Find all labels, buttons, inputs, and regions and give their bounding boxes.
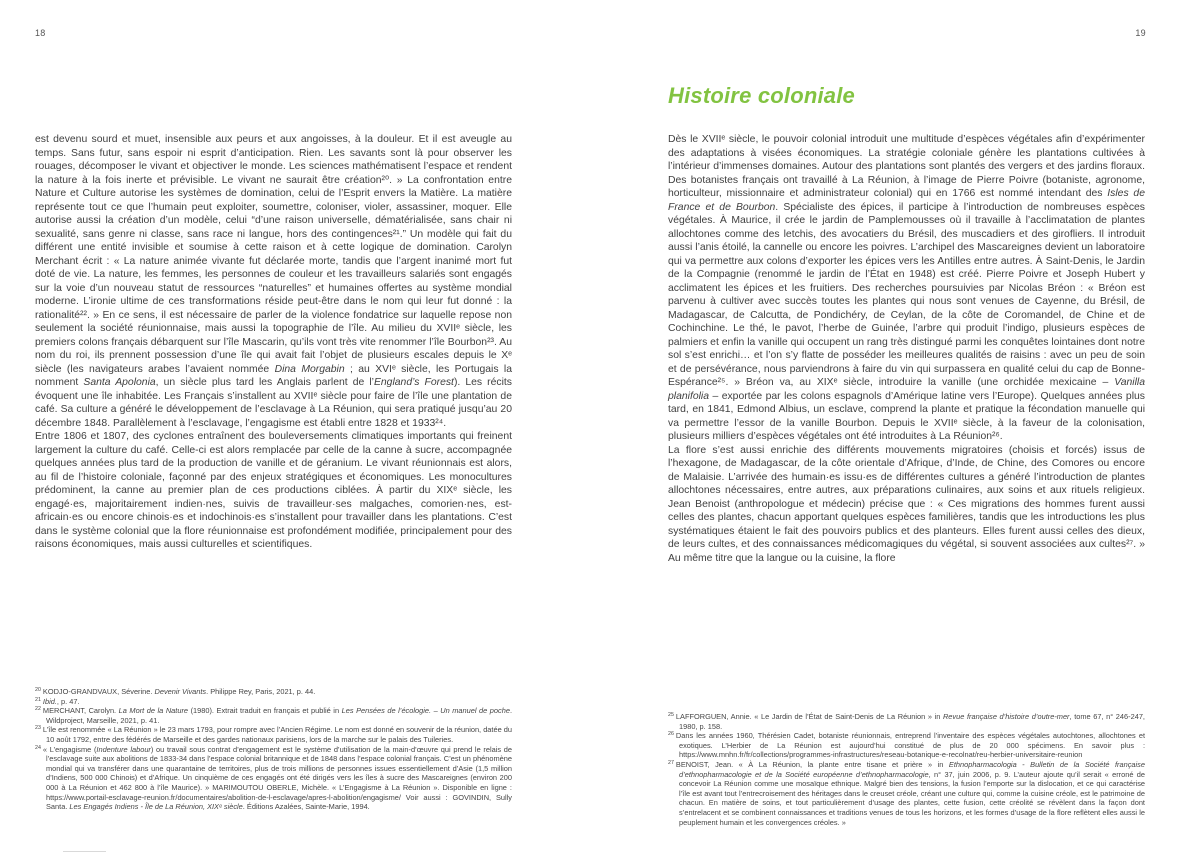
chapter-heading: Histoire coloniale <box>668 83 855 108</box>
footnote <box>35 697 512 707</box>
body-paragraph: est devenu sourd et muet, insensible aux peurs et aux angoisses, à la douleur. Et il est aveugle au temps. Sans futur, sans espoir ni esprit d’anticipation. Rien. Les savants sont là pour observer les rouages, décomposer le vivant et objectiver le monde. Les sciences mathématisent l’espace et rendent la nature à la fois inerte et prévisible. Le vivant ne saurait être création²⁰. » La confrontation entre Nature et Culture autorise les systèmes de domination, celui de l’Esprit envers la Matière. La matière représente tout ce que l’humain peut exploiter, soumettre, coloniser, violer, assassiner, moquer. Elle autorise aussi la création d’un modèle, celui “d’une raison universelle, dématérialisée, sans chair ni sexualité, sans genre ni classe, sans race ni langue, hors des contingences²¹.” Un modèle qui fait du différent une entité invisible et soumise à cette raison et à cette logique de domination. Carolyn Merchant écrit : « La nature animée vivante fut déclarée morte, tandis que l’argent inanimé mort fut doté de vie. La nature, les femmes, les personnes de couleur et les travailleurs salariés sont engagés sur la voie d’un nouveau statut de ressources “naturelles” et humaines offertes au système mondial moderne. L’ironie ultime de ces transformations réside peut-être dans le nom qui leur fut donné : la rationalité²². » En ce sens, il est nécessaire de parler de la violence fondatrice sur laquelle repose non seulement la société réunionnaise, mais aussi la topographie de l’île. Au milieu du XVIIᵉ siècle, les premiers colons français débarquent sur l’île Mascarin, qu’ils vont très vite renommer l’île Bourbon²³. Au nom du roi, ils prennent possession d’une île qui avait fait l’objet de plusieurs escales depuis le Xᵉ siècle (les navigateurs arabes l’avaient nommée Dina Morgabin ; au XVIᵉ siècle, les Portugais la nomment Santa Apolonia, un siècle plus tard les Anglais parlent de l’England’s Forest). Les récits évoquent une île inhabitée. Les Français s’installent au XVIIᵉ siècle pour faire de l’île une plantation de café. Sa culture a généré le développement de l’esclavage à La Réunion, qui sera pratiqué jusqu’au 20 décembre 1848. Parallèlement à l’esclavage, l’engagisme est établi entre 1828 et 1933²⁴. <box>35 134 513 429</box>
footnote <box>668 731 1145 760</box>
body-column-right <box>668 133 1145 565</box>
footnote-text: BENOIST, Jean. « À La Réunion, la plante entre tisane et prière » in Ethnopharmacologia - Bulletin de la Société française d’ethnopharmacologie et de la Société européenne d’ethnopharmacologie, n° 37, juin 2006, p. 9. L’auteur ajoute qu’il serait « erroné de concevoir La Réunion comme une mosaïque ethnique. Malgré bien des tensions, la fusion l’emporte sur la dislocation, et ce qui caractérise l’île est avant tout l’entrecroisement des héritages dans le creuset créole, créant une culture qui, comme la cuisine créole, est le patrimoine de chacun. En matière de soins, et tout particulièrement d’usage des plantes, cette fusion, cette créolité se révèlent dans la façon dont s’entrelacent et se combinent connaissances et traditions venues de tous les horizons, et les formes d’usage de la flore reflètent elles aussi le peuplement humain et les convergences créoles. » <box>675 759 1146 827</box>
body-paragraph: Dès le XVIIᵉ siècle, le pouvoir colonial introduit une multitude d’espèces végétales afin d’expérimenter des adaptations à visées économiques. La stratégie coloniale génère les plantations cultivées à l’intérieur d’immenses domaines. Autour des plantations sont plantés des vergers et des jardins floraux. Des botanistes français ont travaillé à La Réunion, à l’image de Pierre Poivre (botaniste, agronome, horticulteur, missionnaire et administrateur colonial) qui en 1766 est nommé intendant des Isles de France et de Bourbon. Spécialiste des épices, il participe à l’introduction de nombreuses espèces végétales. À Maurice, il crée le jardin de Pamplemousses où il travaille à l’acclimatation de plantes allochtones comme des letchis, des avocatiers du Brésil, des muscadiers et des girofliers. Il introduit aussi l’anis étoilé, la cannelle ou encore les poivres. L’archipel des Mascareignes devient un laboratoire qui va permettre aux colons d’exporter les épices vers les Antilles entre autres. À Saint-Denis, le Jardin de la Compagnie (renommé le jardin de l’État en 1948) est créé. Pierre Poivre et Joseph Hubert y acclimatent les épices et les fruitiers. Des recherches poursuivies par Nicolas Bréon : « Bréon est parvenu à cultiver avec succès toutes les plantes qui nous sont venues de Cayenne, du Brésil, de Madagascar, de Calcutta, de Pondichéry, de Ceylan, de la côte de Coromandel, de Chine et de Cochinchine. Le thé, le pavot, l’herbe de Guinée, l’arbre qui produit l’indigo, plusieurs espèces de palmiers et enfin la vanille qui occupent un rang très distingué parmi les conquêtes lointaines dont notre sol s’est enrichi… et l’on s’y flatte de posséder les meilleures qualités de raisins : avec un peu de soin et de persévérance, nous parviendrons à faire du vin qui surpassera en qualité celui du cap de Bonne-Espérance²⁵. » Bréon va, au XIXᵉ siècle, introduire la vanille (une orchidée mexicaine – Vanilla planifolia – exportée par les colons espagnols d’Amérique latine vers l’Europe). Quelques années plus tard, en 1841, Edmond Albius, un esclave, comprend la plante et pratique la fécondation manuelle qui va permettre l’essor de la vanille Bourbon. Depuis le XVIIᵉ siècle, à la faveur de la colonisation, plusieurs milliers d’espèces végétales ont été introduites à La Réunion²⁶. <box>668 134 1146 442</box>
page-number-right: 19 <box>1135 28 1146 38</box>
footnote <box>35 706 512 725</box>
footnote-number: 27 <box>668 759 674 766</box>
footnote-text: L’île est renommée « La Réunion » le 23 mars 1793, pour rompre avec l’Ancien Régime. Le nom est donné en souvenir de la réunion, datée du 10 août 1792, entre des fédérés de Marseille et des gardes nationaux parisiens, lors de la marche sur le palais des Tuileries. <box>42 725 512 744</box>
footnote <box>668 712 1145 731</box>
footnote <box>35 745 512 812</box>
body-paragraph: Entre 1806 et 1807, des cyclones entraînent des bouleversements climatiques importants qui freinent largement la culture du café. Celle-ci est alors remplacée par celle de la canne à sucre, accompagnée quelques années plus tard de la production de vanille et de géranium. Le vivant réunionnais est alors, au fil de l’histoire coloniale, façonné par des enjeux stratégiques et économiques. Les monocultures prédominent, la canne au premier plan de ces productions ciblées. À partir du XIXᵉ siècle, les engagé·es, majoritairement indien·nes, suivis de travailleur·ses malgaches, comorien·nes, est-africain·es ou encore chinois·es et indochinois·es s’installent pour travailler dans les plantations. C’est dans le système colonial que la flore réunionnaise est profondément modifiée, principalement pour des raisons économiques, mais aussi culturelles et scientifiques. <box>35 431 512 550</box>
footnote-number: 22 <box>35 706 41 713</box>
footnote-text: KODJO-GRANDVAUX, Séverine. Devenir Vivants. Philippe Rey, Paris, 2021, p. 44. <box>42 687 316 696</box>
footnote-number: 24 <box>35 744 41 751</box>
footnote-number: 25 <box>668 712 674 718</box>
footnote-number: 23 <box>35 725 41 732</box>
footnote <box>668 760 1145 827</box>
footnote <box>35 687 512 697</box>
footnote-number: 26 <box>668 731 674 738</box>
footnote-text: « L’engagisme (Indenture labour) ou travail sous contrat d’engagement est le système d’utilisation de la main-d’œuvre qui prend le relais de l’esclavage suite aux abolitions de 1833-34 dans l’espace colonial britannique et de 1848 dans l’espace colonial français. C’est un phénomène mondial qui va transférer dans une quarantaine de territoires, plus de trois millions de personnes issues essentiellement d’Asie (1,5 million d’Indiens, 500 000 Chinois) et d’Afrique. Un cinquième de ces engagés ont été dirigés vers les îles à sucre des Mascareignes (environ 200 000 à La Réunion et 462 800 à l’île Maurice). » MARIMOUTOU OBERLE, Michèle. « L’Engagisme à La Réunion ». Disponible en ligne : https://www.portail-esclavage-reunion.fr/documentaires/abolition-de-l-esclavage/apres-l-abolition/engagisme/ Voir aussi : GOVINDIN, Sully Santa. Les Engagés Indiens - Île de La Réunion, XIXᵉ siècle. Éditions Azalées, Sainte-Marie, 1994. <box>42 744 512 812</box>
footnote-text: LAFFORGUEN, Annie. « Le Jardin de l’État de Saint-Denis de La Réunion » in Revue française d’histoire d’outre-mer, tome 67, n° 246-247, 1980, p. 158. <box>675 712 1145 731</box>
footnote <box>35 725 512 744</box>
footnote-text: Dans les années 1960, Thérésien Cadet, botaniste réunionnais, entreprend l’inventaire des espèces végétales autochtones, allochtones et exotiques. L’Herbier de La Réunion est aujourd’hui constitué de plus de 20 000 spécimens. En savoir plus : https://www.mnhn.fr/fr/collections/programmes-infrastructures/reseau-botanique-e-recolnat/reu-herbier-universitaire-reunion <box>675 731 1145 760</box>
footnote-text: Ibid., p. 47. <box>42 696 80 706</box>
page-number-left: 18 <box>35 28 46 38</box>
footnotes-right <box>668 712 1145 827</box>
footnotes-left <box>35 687 512 812</box>
bottom-crop-mark <box>63 851 106 852</box>
footnote-text: MERCHANT, Carolyn. La Mort de la Nature (1980). Extrait traduit en français et publié in Les Pensées de l’écologie. – Un manuel de poche. Wildproject, Marseille, 2021, p. 41. <box>42 706 512 725</box>
footnote-number: 20 <box>35 687 41 693</box>
footnote-number: 21 <box>35 696 41 703</box>
body-paragraph: La flore s’est aussi enrichie des différents mouvements migratoires (choisis et forcés) issus de l’hexagone, de Madagascar, de la côte orientale d’Afrique, d’Inde, de Chine, des Comores ou encore de Malaisie. L’arrivée des humain·es issu·es de différentes cultures a généré l’introduction de plantes allochtones nécessaires, entre autres, aux préparations culinaires, aux soins et aux rituels religieux. Jean Benoist (anthropologue et médecin) précise que : « Ces migrations des hommes furent aussi celles des plantes, chacun apportant quelques espèces familières, tandis que les introductions les plus systématiques étaient le fait des pouvoirs publics et des planteurs. Elles furent aussi celles des dieux, de leurs cultes, et des connaissances médicomagiques du végétal, si souvent associées aux cultes²⁷. » Au même titre que la langue ou la cuisine, la flore <box>668 444 1145 564</box>
body-column-left <box>35 133 512 552</box>
